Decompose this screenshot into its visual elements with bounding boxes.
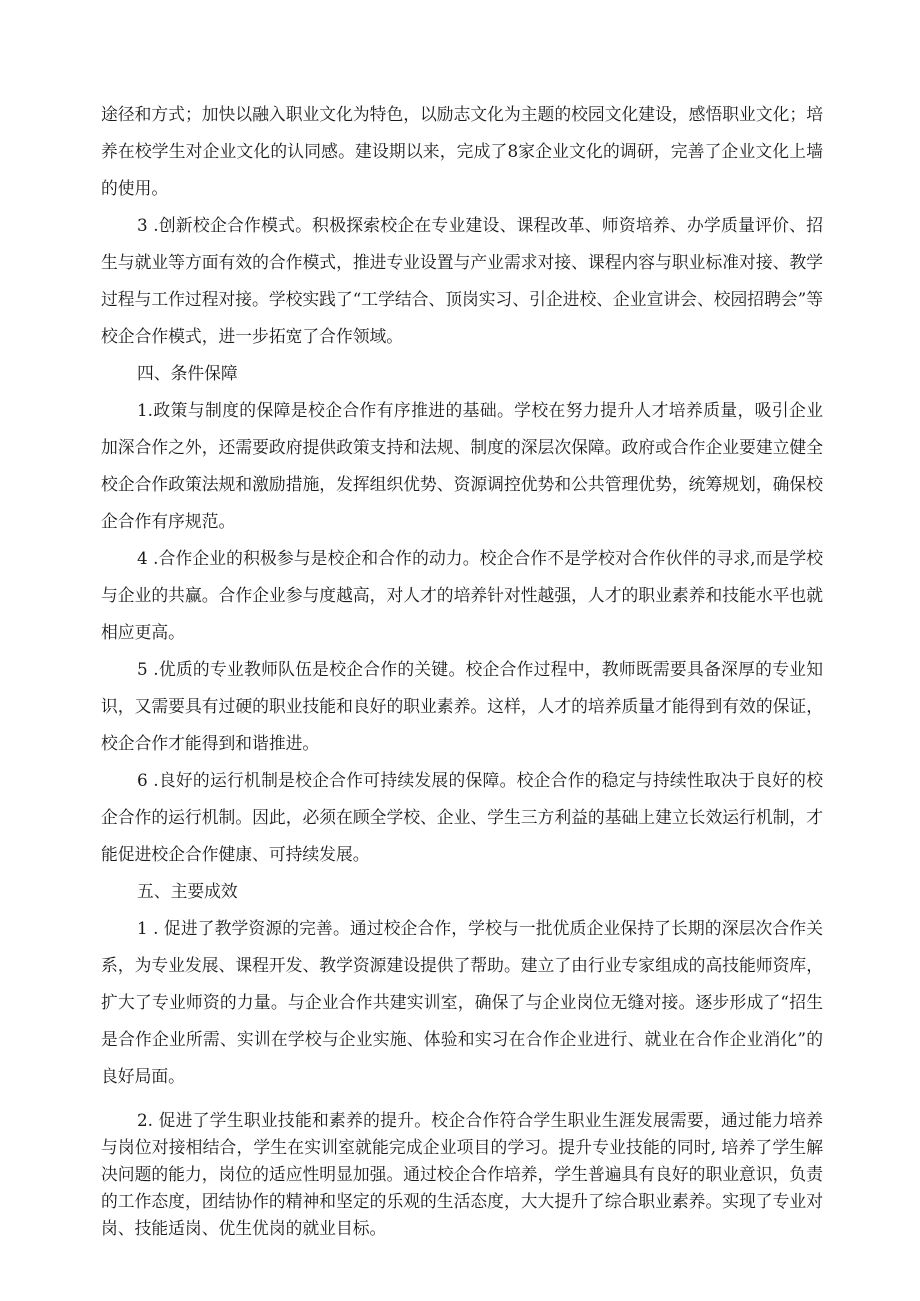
paragraph-item-1: 1.政策与制度的保障是校企合作有序推进的基础。学校在努力提升人才培养质量，吸引企业加深合作之外，还需要政府提供政策支持和法规、制度的深层次保障。政府或合作企业要建立健全校企合作政策法规和激励措施，发挥组织优势、资源调控优势和公共管理优势，统筹规划，确保校企合作有序规范。 (101, 400, 823, 531)
paragraph-result-1: 1 . 促进了教学资源的完善。通过校企合作，学校与一批优质企业保持了长期的深层次合作关系，为专业发展、课程开发、教学资源建设提供了帮助。建立了由行业专家组成的高技能师资库，扩大了专业师资的力量。与企业合作共建实训室，确保了与企业岗位无缝对接。逐步形成了“招生是合作企业所需、实训在学校与企业实施、体验和实习在合作企业进行、就业在合作企业消化”的良好局面。 (101, 918, 823, 1086)
section-heading-5: 五、主要成效 (137, 881, 238, 901)
section-heading-4: 四、条件保障 (137, 363, 238, 383)
paragraph-result-2: 2. 促进了学生职业技能和素养的提升。校企合作符合学生职业生涯发展需要，通过能力培养与岗位对接相结合，学生在实训室就能完成企业项目的学习。提升专业技能的同时, 培养了学生解决问题的能力，岗位的适应性明显加强。通过校企合作培养，学生普遍具有良好的职业意识，负责的工作态度，团结协作的精神和坚定的乐观的生活态度，大大提升了综合职业素养。实现了专业对岗、技能适岗、优生优岗的就业目标。 (101, 1110, 823, 1238)
paragraph-item-4: 4 .合作企业的积极参与是校企和合作的动力。校企合作不是学校对合作伙伴的寻求,而是学校与企业的共赢。合作企业参与度越高，对人才的培养针对性越强，人才的职业素养和技能水平也就相应更高。 (101, 548, 823, 642)
paragraph-item-3: 3 .创新校企合作模式。积极探索校企在专业建设、课程改革、师资培养、办学质量评价、招生与就业等方面有效的合作模式，推进专业设置与产业需求对接、课程内容与职业标准对接、教学过程与工作过程对接。学校实践了“工学结合、顶岗实习、引企进校、企业宣讲会、校园招聘会”等校企合作模式，进一步拓宽了合作领域。 (101, 215, 823, 346)
paragraph-item-6: 6 .良好的运行机制是校企合作可持续发展的保障。校企合作的稳定与持续性取决于良好的校企合作的运行机制。因此，必须在顾全学校、企业、学生三方利益的基础上建立长效运行机制，才能促进校企合作健康、可持续发展。 (101, 770, 823, 864)
document-body (101, 96, 823, 1242)
paragraph-continuation: 途径和方式；加快以融入职业文化为特色，以励志文化为主题的校园文化建设，感悟职业文化；培养在校学生对企业文化的认同感。建设期以来，完成了8家企业文化的调研，完善了企业文化上墙的使用。 (101, 104, 823, 198)
paragraph-item-5: 5 .优质的专业教师队伍是校企合作的关键。校企合作过程中，教师既需要具备深厚的专业知识，又需要具有过硬的职业技能和良好的职业素养。这样，人才的培养质量才能得到有效的保证，校企合作才能得到和谐推进。 (101, 659, 823, 753)
